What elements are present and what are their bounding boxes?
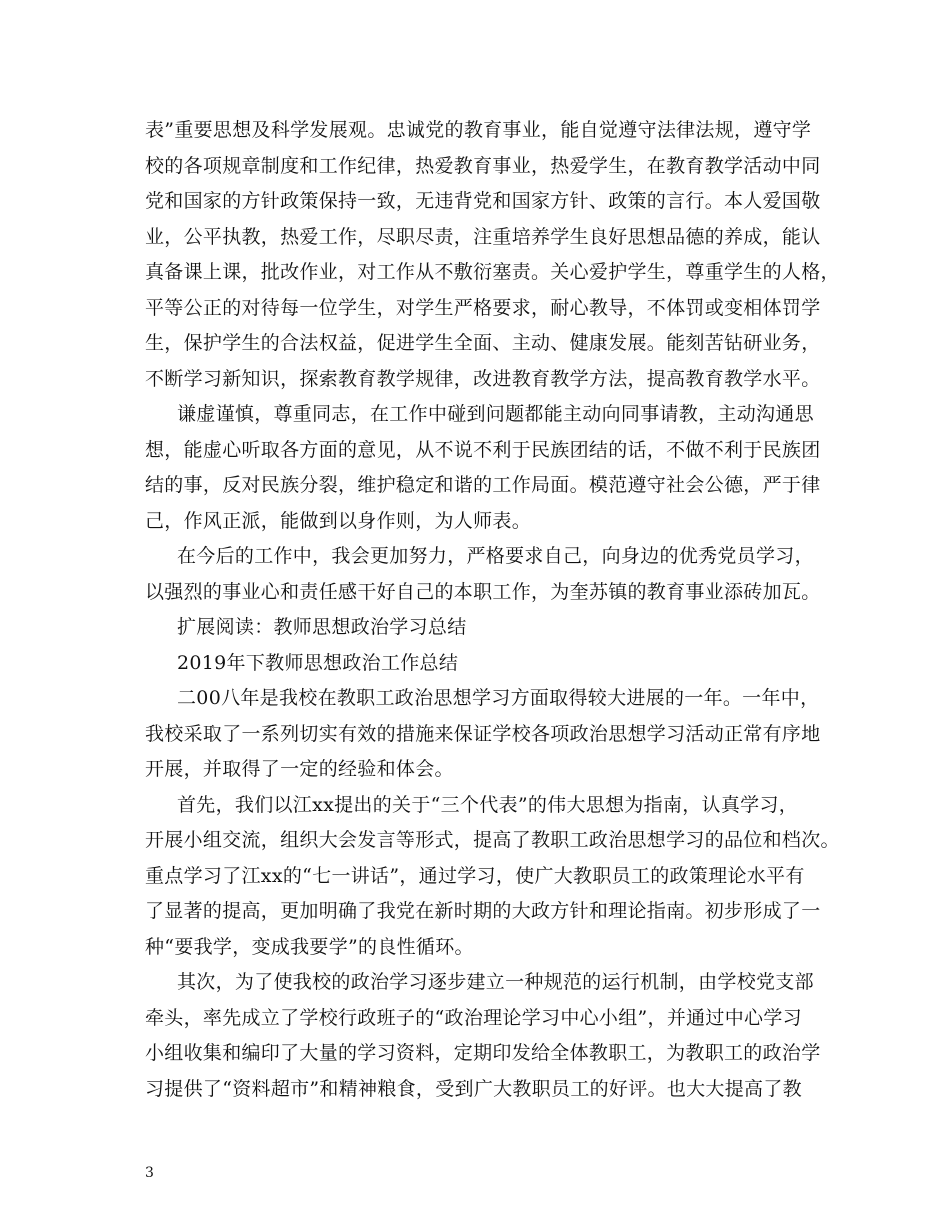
paragraph-p3 (145, 539, 821, 610)
paragraph-p8 (145, 965, 821, 1107)
body-text (145, 113, 840, 1107)
text-line: 生，保护学生的合法权益，促进学生全面、主动、健康发展。能刻苦钻研业务， (145, 332, 821, 354)
text-line: 己，作风正派，能做到以身作则，为人师表。 (145, 509, 532, 532)
text-line: 小组收集和编印了大量的学习资料，定期印发给全体教职工，为教职工的政治学 (145, 1042, 821, 1064)
paragraph-p1 (145, 113, 840, 397)
text-line: 我校采取了一系列切实有效的措施来保证学校各项政治思想学习活动正常有序地 (145, 722, 821, 745)
text-line: 扩展阅读：教师思想政治学习总结 (177, 616, 467, 638)
text-line: 党和国家的方针政策保持一致，无违背党和国家方针、政策的言行。本人爱国敬 (145, 190, 821, 212)
text-line: 了显著的提高，更加明确了我党在新时期的大政方针和理论指南。初步形成了一 (145, 900, 821, 922)
text-line: 以强烈的事业心和责任感干好自己的本职工作，为奎苏镇的教育事业添砖加瓦。 (145, 580, 821, 603)
text-line: 首先，我们以江xx提出的关于“三个代表”的伟大思想为指南，认真学习， (177, 793, 799, 816)
paragraph-p5 (145, 646, 815, 682)
text-line: 校的各项规章制度和工作纪律，热爱教育事业，热爱学生，在教育教学活动中同 (145, 154, 821, 177)
text-line: 表”重要思想及科学发展观。忠诚党的教育事业，能自觉遵守法律法规，遵守学 (145, 119, 812, 141)
text-line: 2019年下教师思想政治工作总结 (177, 651, 459, 674)
text-line: 谦虚谨慎，尊重同志，在工作中碰到问题都能主动向同事请教，主动沟通思 (177, 403, 814, 425)
text-line: 想，能虚心听取各方面的意见，从不说不利于民族团结的话，不做不利于民族团 (145, 438, 821, 461)
text-line: 业，公平执教，热爱工作，尽职尽责，注重培养学生良好思想品德的养成，能认 (145, 225, 821, 248)
text-line: 开展小组交流，组织大会发言等形式，提高了教职工政治思想学习的品位和档次。 (145, 829, 840, 851)
paragraph-p4 (145, 610, 815, 646)
paragraph-p6 (145, 681, 821, 788)
text-line: 不断学习新知识，探索教育教学规律，改进教育教学方法，提高教育教学水平。 (145, 367, 821, 390)
text-line: 习提供了“资料超市”和精神粮食，受到广大教职员工的好评。也大大提高了教 (145, 1077, 802, 1100)
paragraph-p7 (145, 788, 840, 966)
text-line: 二00八年是我校在教职工政治思想学习方面取得较大进展的一年。一年中， (177, 687, 820, 709)
page-number: 3 (145, 1165, 154, 1181)
text-line: 其次，为了使我校的政治学习逐步建立一种规范的运行机制，由学校党支部 (177, 971, 814, 993)
paragraph-p2 (145, 397, 821, 539)
text-line: 种“要我学，变成我要学”的良性循环。 (145, 935, 474, 958)
text-line: 真备课上课，批改作业，对工作从不敷衍塞责。关心爱护学生，尊重学生的人格， (145, 261, 840, 283)
text-line: 开展，并取得了一定的经验和体会。 (145, 758, 454, 780)
text-line: 重点学习了江xx的“七一讲话”，通过学习，使广大教职员工的政策理论水平有 (145, 864, 805, 887)
text-line: 在今后的工作中，我会更加努力，严格要求自己，向身边的优秀党员学习， (177, 545, 814, 567)
text-line: 平等公正的对待每一位学生，对学生严格要求，耐心教导，不体罚或变相体罚学 (145, 296, 821, 319)
text-line: 牵头，率先成立了学校行政班子的“政治理论学习中心小组”，并通过中心学习 (145, 1006, 802, 1029)
text-line: 结的事，反对民族分裂，维护稳定和谐的工作局面。模范遵守社会公德，严于律 (145, 474, 821, 496)
